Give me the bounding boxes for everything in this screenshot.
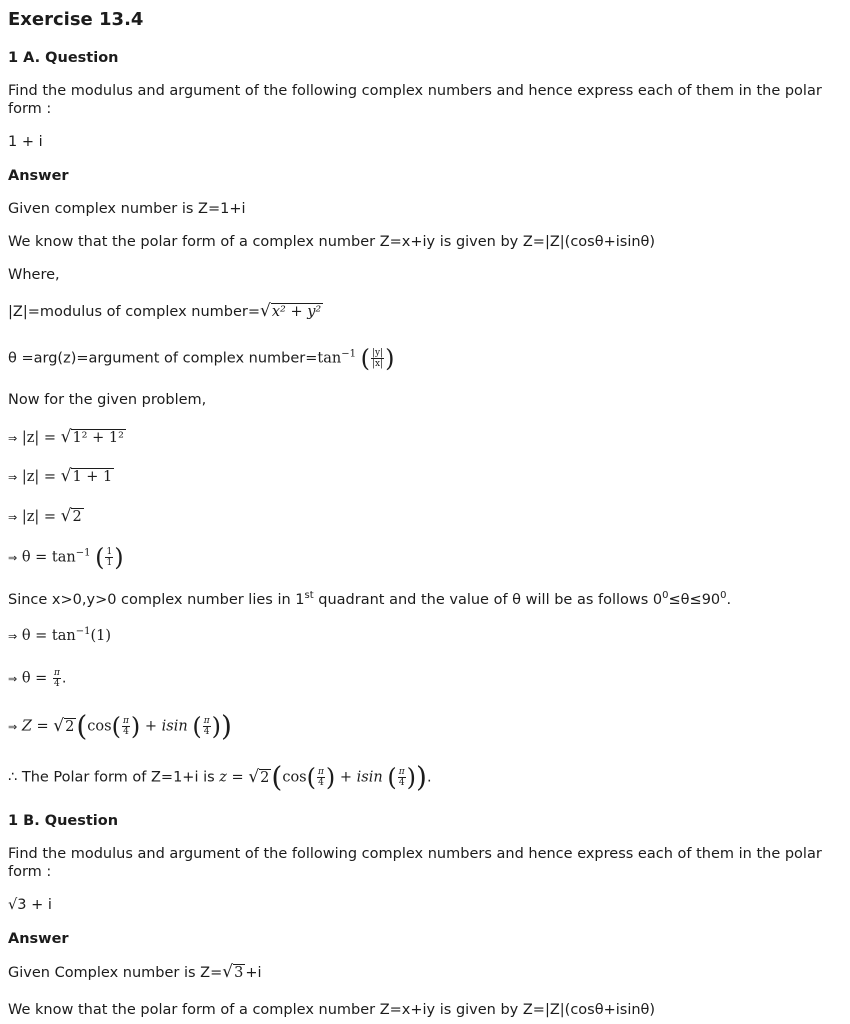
argument-definition-text: θ =arg(z)=argument of complex number= — [8, 350, 318, 367]
question-1a-prompt: Find the modulus and argument of the following complex numbers and hence express each of them in the polar form : — [8, 83, 822, 117]
y-over-x-fraction: $\frac{|y|}{|x|}$ — [371, 348, 384, 369]
question-1a-number: 1 + i — [8, 134, 43, 150]
answer-1a-polar-intro: We know that the polar form of a complex number Z=x+iy is given by Z=|Z|(cosθ+isinθ) — [8, 234, 656, 250]
since-text: Since x>0,y>0 complex number lies in 1st quadrant and the value of θ will be as follows $0^0\le\theta\le 90^0$. — [8, 590, 732, 608]
now-text: Now for the given problem, — [8, 392, 207, 408]
modulus-definition-text: |Z|=modulus of complex number= — [8, 304, 261, 320]
argument-definition: θ =arg(z)=argument of complex $number=\tan^{-1}$ ( $\frac{|y|}{|x|}$ ) — [8, 344, 395, 373]
answer-1b-given: Given Complex number is Z=√3 +i — [8, 962, 262, 982]
answer-1b-label: Answer — [8, 931, 69, 947]
answer-1a-given: Given complex number is Z=1+i — [8, 201, 246, 217]
page-title: Exercise 13.4 — [8, 9, 144, 30]
answer-1a-label: Answer — [8, 168, 69, 184]
argument-step-3: ⇒ θ = $\frac{\pi}{4}$ . — [8, 668, 67, 689]
modulus-definition — [8, 302, 323, 321]
modulus-step-3: ⇒ |z| = √2 — [8, 506, 82, 526]
question-1b-prompt: Find the modulus and argument of the following complex numbers and hence express each of them in the polar form : — [8, 846, 822, 880]
modulus-step-1: ⇒ |z| = √1² + 1² — [8, 427, 124, 447]
question-1b-heading: 1 B. Question — [8, 813, 119, 829]
modulus-sqrt: √x² + y² — [260, 301, 322, 321]
argument-step-2: ⇒ $\theta = \tan^{-1}(1)$ — [8, 626, 112, 644]
answer-1b-polar-intro: We know that the polar form of a complex number Z=x+iy is given by Z=|Z|(cosθ+isinθ) — [8, 1002, 656, 1018]
modulus-step-2: ⇒ |z| = √1 + 1 — [8, 466, 113, 486]
question-1b-number: √3 + i — [8, 897, 52, 913]
question-1a-heading: 1 A. Question — [8, 50, 119, 66]
answer-1a-where: Where, — [8, 267, 60, 283]
argument-step-1: ⇒ $\theta = \tan^{-1}$ ( $\frac{1}{1}$ ) — [8, 543, 124, 572]
polar-form-conclusion: ∴ The Polar form of Z=1+i is z = √2(cos( $\frac{\pi}{4}$ ) + isin ( $\frac{\pi}{4}$ )). — [8, 760, 432, 794]
polar-form-step: ⇒ Z = √2(cos( $\frac{\pi}{4}$ ) + isin ( $\frac{\pi}{4}$ )) — [8, 709, 232, 743]
